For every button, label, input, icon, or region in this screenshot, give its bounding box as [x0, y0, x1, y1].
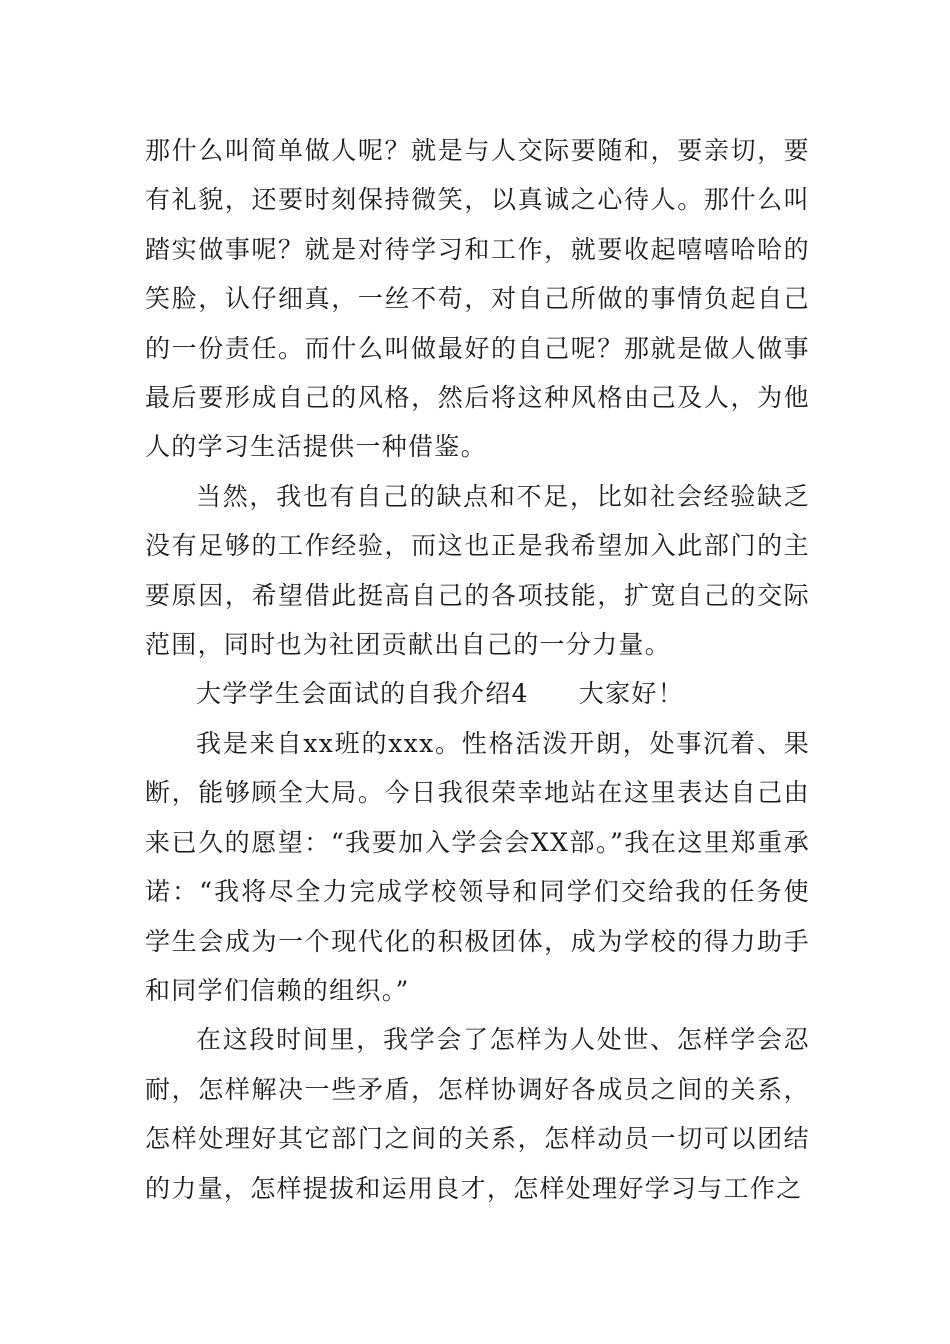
section-heading-greeting: 大家好！	[578, 679, 685, 709]
paragraph-simple-person: 那什么叫简单做人呢？就是与人交际要随和，要亲切，要有礼貌，还要时刻保持微笑，以真诚之心待人。那什么叫踏实做事呢？就是对待学习和工作，就要收起嘻嘻哈哈的笑脸，认仔细真，一丝不苟，对自己所做的事情负起自己的一份责任。而什么叫做最好的自己呢？那就是做人做事最后要形成自己的风格，然后将这种风格由己及人，为他人的学习生活提供一种借鉴。	[145, 136, 810, 462]
section-heading-title: 大学学生会面试的自我介绍4	[196, 679, 529, 709]
section-heading-line	[145, 669, 810, 718]
paragraph-shortcomings: 当然，我也有自己的缺点和不足，比如社会经验缺乏没有足够的工作经验，而这也正是我希望加入此部门的主要原因，希望借此挺高自己的各项技能，扩宽自己的交际范围，同时也为社团贡献出自己的一分力量。	[145, 481, 810, 660]
paragraph-introduction: 我是来自xx班的xxx。性格活泼开朗，处事沉着、果断，能够顾全大局。今日我很荣幸地站在这里表达自己由来已久的愿望：“我要加入学会会XX部。”我在这里郑重承诺：“我将尽全力完成学校领导和同学们交给我的任务使学生会成为一个现代化的积极团体，成为学校的得力助手和同学们信赖的组织。”	[145, 728, 810, 1005]
paragraph-experience: 在这段时间里，我学会了怎样为人处世、怎样学会忍耐，怎样解决一些矛盾，怎样协调好各成员之间的关系，怎样处理好其它部门之间的关系，怎样动员一切可以团结的力量，怎样提拔和运用良才，怎样处理好学习与工作之	[145, 1025, 810, 1203]
document-body	[145, 126, 810, 1213]
